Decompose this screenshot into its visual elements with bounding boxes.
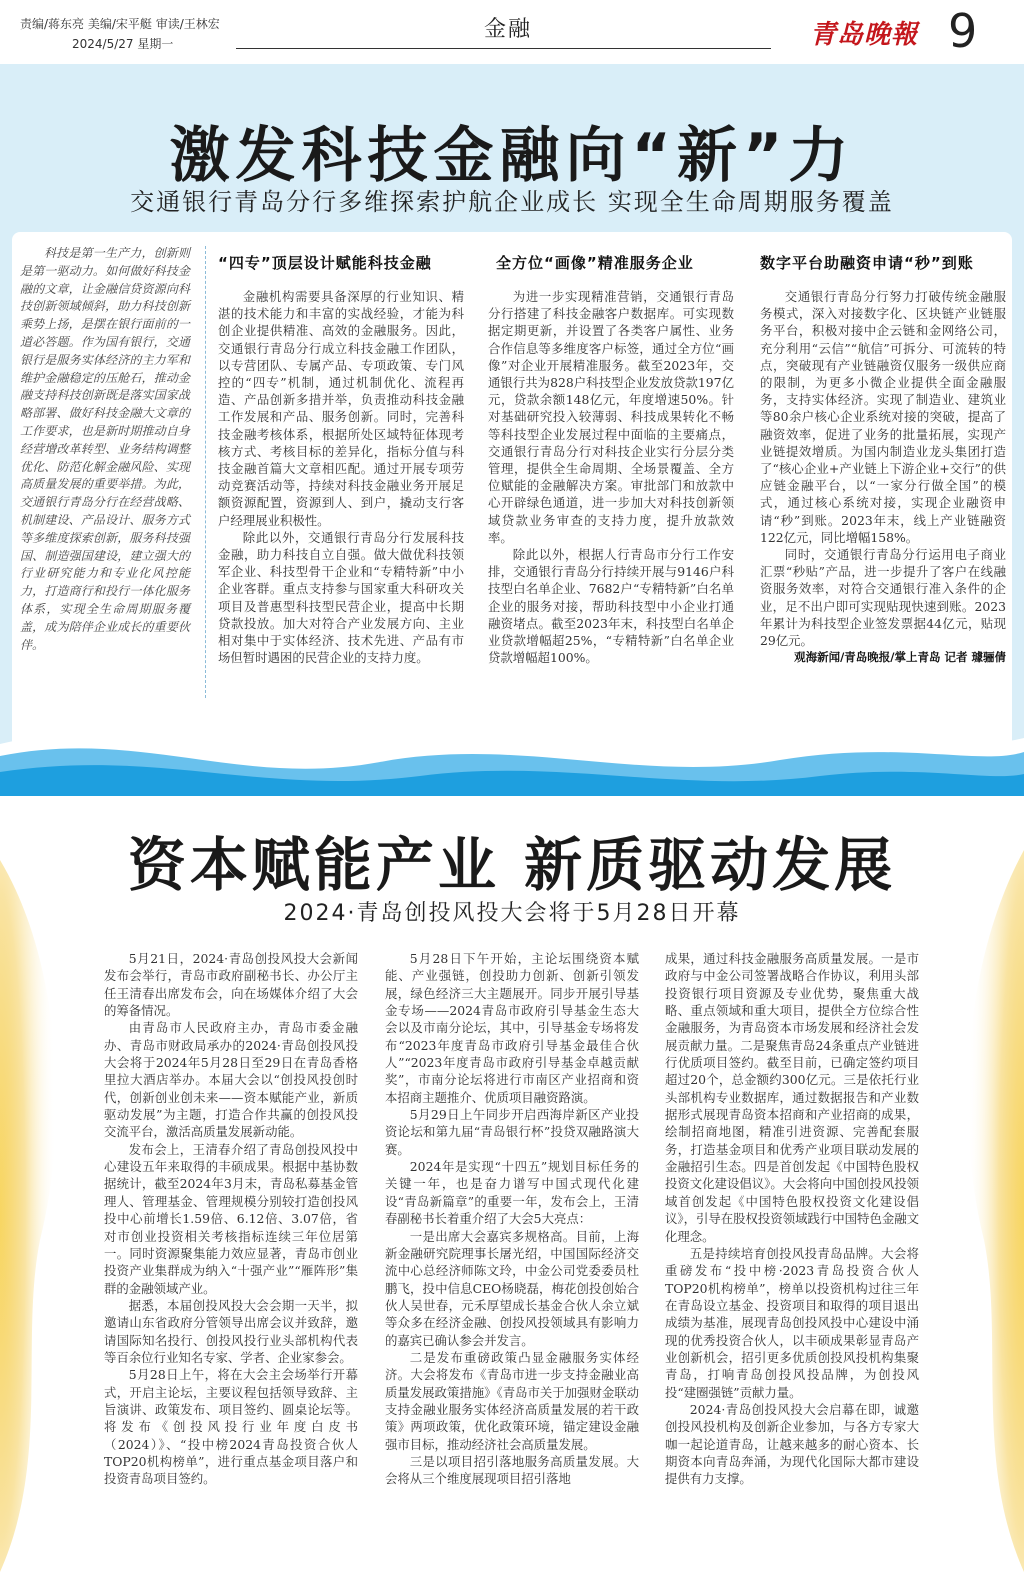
wave-decoration [0, 704, 1024, 796]
section-title: 金融 [484, 17, 533, 42]
intro-paragraph: 科技是第一生产力，创新则是第一驱动力。如何做好科技金融的文章，让金融信贷资源向科技创新领域倾斜，助力科技创新乘势上扬，是摆在银行面前的一道必答题。作为国有银行，交通银行是服务实体经济的主力军和维护金融稳定的压舱石，推动金融支持科技创新既是落实国家战略部署、做好科技金融大文章的工作要求，也是新时期推动自身经营增改革转型、业务结构调整优化、防范化解金融风险、实现高质量发展的重要举措。为此，交通银行青岛分行在经营战略、机制建设、产品设计、服务方式等多维度探索创新，服务科技强国、制造强国建设，建立强大的行业研究能力和专业化风控能力，打造商行和投行一体化服务体系，实现全生命周期服务覆盖，成为陪伴企业成长的重要伙伴。 [20, 246, 190, 652]
col3-paragraph: 五是持续培育创投风投青岛品牌。大会将重磅发布“投中榜·2023青岛投资合伙人TOP20机构榜单”，榜单以投资机构过往三年在青岛设立基金、投资项目和取得的项目退出成绩为基准，展现青岛创投风投中心建设中涌现的优秀投资合伙人，以丰硕成果彰显青岛产业创新机会，招引更多优质创投风投机构集聚青岛，打响青岛创投风投品牌，为创投风投“建圈强链”贡献力量。 [665, 1245, 919, 1400]
col2-paragraph: 2024年是实现“十四五”规划目标任务的关键一年，也是奋力谱写中国式现代化建设“青岛新篇章”的重要一年，发布会上，王清春副秘书长着重介绍了大会5大亮点： [385, 1159, 639, 1227]
article2-col3 [665, 950, 919, 1488]
right-glow-decoration [914, 820, 1024, 1572]
credits-staff: 责编/蒋东亮 美编/宋平艇 审读/王林宏 [20, 17, 220, 31]
col1-paragraph: 据悉，本届创投风投大会会期一天半，拟邀请山东省政府分管领导出席会议并致辞，邀请国际知名投行、创投风投行业头部机构代表等百余位行业知名专家、学者、企业家参会。 [104, 1297, 358, 1365]
col1-paragraph: 发布会上，王清春介绍了青岛创投风投中心建设五年来取得的丰硕成果。根据中基协数据统计，截至2024年3月末，青岛私募基金管理人、管理基金、管理规模分别较打造创投风投中心前增长1.59倍、6.12倍、3.07倍，省对市创业投资相关考核指标连续三年位居第一。同时资源聚集能力效应显著，青岛市创业投资产业集群成为纳入“十强产业”“雁阵形”集群的金融领域产业。 [104, 1141, 358, 1296]
article1-intro [20, 245, 190, 654]
article1-col2-title: 全方位“画像”精准服务企业 [496, 254, 694, 272]
col1-paragraph: 5月28日上午，将在大会主会场举行开幕式，开启主论坛，主要议程包括领导致辞、主旨演讲、政策发布、项目签约、圆桌论坛等。将发布《创投风投行业年度白皮书（2024）》、“投中榜2024青岛投资合伙人TOP20机构榜单”，进行重点基金项目落户和投资青岛项目签约。 [104, 1367, 358, 1487]
newspaper-logo: 青岛晚報 [810, 20, 919, 50]
masthead [0, 0, 1024, 64]
col2-paragraph: 二是发布重磅政策凸显金融服务实体经济。大会将发布《青岛市进一步支持金融业高质量发展政策措施》《青岛市关于加强财金联动支持金融业服务实体经济高质量发展的若干政策》两项政策，优化政策环境，锚定建设金融强市目标，推动经济社会高质量发展。 [385, 1349, 640, 1452]
col1-paragraph: 由青岛市人民政府主办，青岛市委金融办、青岛市财政局承办的2024·青岛创投风投大会将于2024年5月28日至29日在青岛香格里拉大酒店举办。本届大会以“创投风投创时代，创新创业创未来——资本赋能产业，新质驱动发展”为主题，打造合作共赢的创投风投交流平台，激活高质量发展新动能。 [104, 1020, 358, 1140]
article1-col3 [760, 288, 1006, 666]
col2-paragraph: 三是以项目招引落地服务高质量发展。大会将从三个维度展现项目招引落地 [385, 1453, 639, 1487]
col3-paragraph: 2024·青岛创投风投大会启幕在即，诚邀创投风投机构及创新企业参加，与各方专家大咖一起论道青岛，让越来越多的耐心资本、长期资本向青岛奔涌，为现代化国际大都市建设提供有力支撑。 [665, 1401, 919, 1487]
page-number: 9 [948, 4, 978, 58]
col1-paragraph: 除此以外，交通银行青岛分行发展科技金融，助力科技自立自强。做大做优科技领军企业、科技型骨干企业和“专精特新”中小企业客群。重点支持参与国家重大科研攻关项目及普惠型科技型民营企业，提高中长期贷款投放。加大对符合产业发展方向、主业相对集中于实体经济、技术先进、产品有市场但暂时遇困的民营企业的支持力度。 [218, 529, 464, 666]
article1-headline: 激发科技金融向“新”力 [169, 121, 855, 191]
article2-col2 [385, 950, 639, 1488]
col2-paragraph: 5月28日下午开始，主论坛围绕资本赋能、产业强链，创投助力创新、创新引领发展，绿色经济三大主题展开。同步开展引导基金专场——2024青岛市政府引导基金生态大会以及市南分论坛，其中，引导基金专场将发布“2023年度青岛市政府引导基金最佳合伙人”“2023年度青岛市政府引导基金卓越贡献奖”，市南分论坛将进行市南区产业招商和资本招商主题推介、优质项目融资路演。 [385, 951, 639, 1105]
left-glow-decoration [0, 820, 110, 1572]
col3-paragraph: 成果，通过科技金融服务高质量发展。一是市政府与中金公司签署战略合作协议，利用头部投资银行项目资源及专业优势，聚焦重大战略、重点领域和重大项目，提供全方位综合性金融服务，为青岛资本市场发展和经济社会发展贡献力量。二是聚焦青岛24条重点产业链进行优质项目签约。截至目前，已确定签约项目超过20个，总金额约300亿元。三是依托行业头部机构专业数据库，通过数据报告和产业数据形式展现青岛资本招商和产业招商的成果，绘制招商地图，精准引进资源、完善配套服务，打造基金项目和优秀产业项目联动发展的金融招引生态。四是首创发起《中国特色股权投资文化建设倡议》。大会将向中国创投风投领域首创发起《中国特色股权投资文化建设倡议》，引导在股权投资领域践行中国特色金融文化理念。 [665, 951, 920, 1244]
col2-paragraph: 5月29日上午同步开启西海岸新区产业投资论坛和第九届“青岛银行杯”投贷双融路演大赛。 [385, 1107, 639, 1157]
article1-col3-title: 数字平台助融资申请“秒”到账 [760, 254, 974, 272]
article1-col2 [488, 288, 734, 666]
col3-paragraph: 交通银行青岛分行努力打破传统金融服务模式，深入对接数字化、区块链产业链服务平台，积极对接中企云链和金网络公司，充分利用“云信”“航信”可拆分、可流转的特点，突破现有产业链融资仅服务一级供应商的限制，为更多小微企业提供全面金融服务，支持实体经济。实现了制造业、建筑业等80余户核心企业系统对接的突破，提高了融资效率，促进了业务的批量拓展，实现产业链提效增质。为国内制造业龙头集团打造了“核心企业+产业链上下游企业+交行”的供应链金融平台，以“一家分行做全国”的模式，通过核心系统对接，实现企业融资申请“秒”到账。2023年末，线上产业链融资122亿元，同比增幅158%。 [760, 289, 1006, 545]
col2-paragraph: 除此以外，根据人行青岛市分行工作安排，交通银行青岛分行持续开展与9146户科技型白名单企业、7682户“专精特新”白名单企业的服务对接，帮助科技型中小企业打通融资堵点。截至2023年末，科技型白名单企业贷款增幅超25%，“专精特新”白名单企业贷款增幅超100%。 [488, 547, 734, 666]
col1-paragraph: 5月21日，2024·青岛创投风投大会新闻发布会举行，青岛市政府副秘书长、办公厅主任王清春出席发布会，向在场媒体介绍了大会的筹备情况。 [104, 951, 358, 1019]
article2-subheadline: 2024·青岛创投风投大会将于5月28日开幕 [283, 901, 741, 926]
article1-col1-title: “四专”顶层设计赋能科技金融 [218, 254, 432, 272]
editor-credits [20, 14, 220, 54]
col3-paragraph: 同时，交通银行青岛分行运用电子商业汇票“秒贴”产品，进一步提升了客户在线融资服务效率，对符合交通银行准入条件的企业，足不出户即可实现贴现快速到账。2023年累计为科技型企业签发票据44亿元，贴现29亿元。 [760, 547, 1006, 649]
issue-date: 2024/5/27 星期一 [72, 37, 174, 51]
col2-paragraph: 一是出席大会嘉宾多规格高。目前，上海新金融研究院理事长屠光绍，中国国际经济交流中心总经济师陈文玲，中金公司党委委员杜鹏飞，投中信息CEO杨晓磊，梅花创投创始合伙人吴世春，元禾厚望成长基金合伙人余立斌等众多在经济金融、创投风投领域具有影响力的嘉宾已确认参会并发言。 [385, 1228, 639, 1348]
col2-paragraph: 为进一步实现精准营销，交通银行青岛分行搭建了科技金融客户数据库。可实现数据定期更新，并设置了各类客户属性、业务合作信息等多维度客户标签，通过全方位“画像”对企业开展精准服务。截至2023年，交通银行共为828户科技型企业发放贷款197亿元，贷款余额148亿元，年度增速50%。针对基础研究投入较薄弱、科技成果转化不畅等科技型企业发展过程中面临的主要痛点，交通银行青岛分行对科技企业实行分层分类管理，提供全生命周期、全场景覆盖、全方位赋能的金融解决方案。审批部门和放款中心开辟绿色通道，进一步加大对科技创新领域贷款业务审查的支持力度，提升放款效率。 [488, 289, 734, 545]
article1-col1 [218, 288, 464, 666]
article1-byline: 观海新闻/青岛晚报/掌上青岛 记者 璩骊倩 [794, 650, 1006, 665]
article2-headline: 资本赋能产业 新质驱动发展 [127, 831, 897, 899]
article2-col1 [104, 950, 358, 1488]
column-divider [205, 246, 206, 698]
col1-paragraph: 金融机构需要具备深厚的行业知识、精湛的技术能力和丰富的实战经验，才能为科创企业提供精准、高效的金融服务。因此，交通银行青岛分行成立科技金融工作团队，以专营团队、专属产品、专项政策、专门风控的“四专”机制，通过机制优化、流程再造、产品创新多措并举，负责推动科技金融工作发展和产品、服务创新。同时，完善科技金融考核体系，根据所处区域特征体现考核方式、考核目标的差异化，指标分值与科技金融首篇大文章相匹配。通过开展专项劳动竞赛活动等，持续对科技金融业务开展足额资源配置，资源到人、到户，撬动支行客户经理展业积极性。 [218, 289, 464, 528]
masthead-rule [236, 48, 771, 49]
article1-subheadline: 交通银行青岛分行多维探索护航企业成长 实现全生命周期服务覆盖 [130, 188, 894, 216]
